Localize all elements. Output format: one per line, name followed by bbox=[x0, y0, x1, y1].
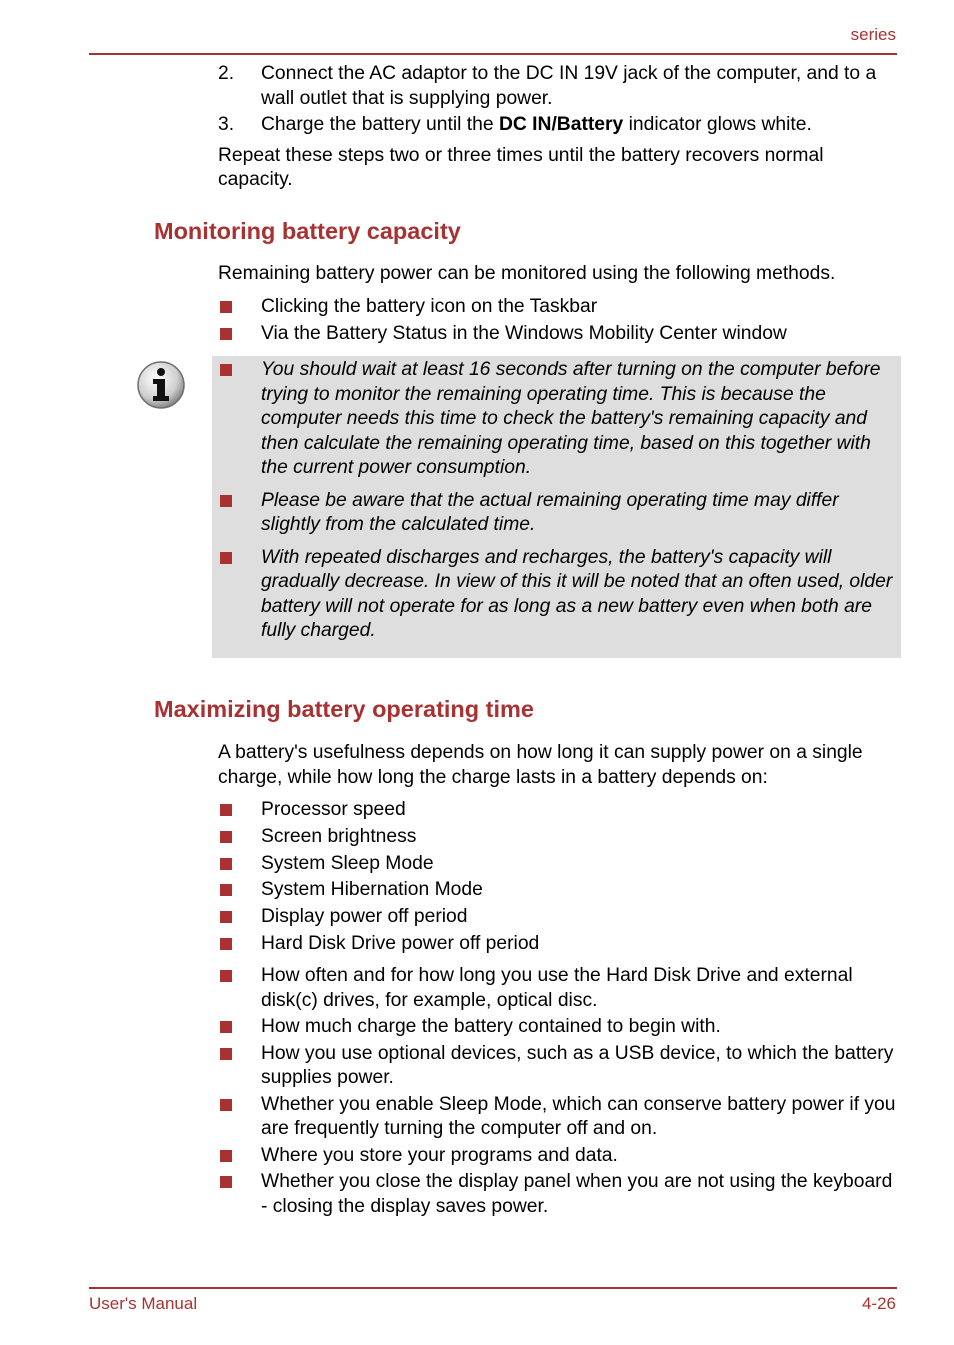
header-rule bbox=[89, 53, 897, 55]
repeat-paragraph: Repeat these steps two or three times until the battery recovers normal capacity. bbox=[218, 144, 824, 190]
step-3 bbox=[218, 113, 900, 138]
list-item: Via the Battery Status in the Windows Mobility Center window bbox=[218, 322, 900, 347]
note-list bbox=[218, 358, 898, 652]
list-item: Hard Disk Drive power off period bbox=[218, 932, 900, 957]
note-item: You should wait at least 16 seconds after turning on the computer before trying to monitor the remaining operating time. This is because the computer needs this time to check the battery's remaining capacity and then calculate the remaining operating time, based on this together with the current power consumption. bbox=[218, 358, 898, 481]
maximizing-section bbox=[218, 741, 900, 1221]
intro-section bbox=[218, 62, 900, 193]
step-text: Connect the AC adaptor to the DC IN 19V jack of the computer, and to a wall outlet that is supplying power. bbox=[261, 63, 877, 109]
maximizing-heading: Maximizing battery operating time bbox=[154, 696, 534, 722]
list-item: How you use optional devices, such as a USB device, to which the battery supplies power. bbox=[218, 1042, 900, 1091]
info-icon bbox=[136, 360, 186, 410]
list-item: System Sleep Mode bbox=[218, 852, 900, 877]
list-item: Whether you enable Sleep Mode, which can conserve battery power if you are frequently turning the computer off and on. bbox=[218, 1093, 900, 1142]
step-number: 2. bbox=[218, 63, 235, 84]
maximizing-intro: A battery's usefulness depends on how long it can supply power on a single charge, while how long the charge lasts in a battery depends on: bbox=[218, 742, 863, 788]
list-item: How much charge the battery contained to begin with. bbox=[218, 1015, 900, 1040]
step-text-post: indicator glows white. bbox=[623, 114, 812, 135]
list-item: Display power off period bbox=[218, 905, 900, 930]
list-item: Processor speed bbox=[218, 798, 900, 823]
usage-list bbox=[218, 964, 900, 1219]
list-item: System Hibernation Mode bbox=[218, 878, 900, 903]
list-item: Screen brightness bbox=[218, 825, 900, 850]
step-number: 3. bbox=[218, 114, 235, 135]
step-text-pre: Charge the battery until the bbox=[261, 114, 499, 135]
dc-in-battery-label: DC IN/Battery bbox=[498, 114, 624, 135]
running-header-series: series bbox=[850, 25, 896, 44]
note-item: With repeated discharges and recharges, the battery's capacity will gradually decrease. In view of this it will be noted that an often used, older battery will not operate for as long as a new battery even when both are fully charged. bbox=[218, 546, 898, 644]
list-item: Where you store your programs and data. bbox=[218, 1144, 900, 1169]
list-item: Whether you close the display panel when you are not using the keyboard - closing the display saves power. bbox=[218, 1170, 900, 1219]
monitoring-heading: Monitoring battery capacity bbox=[154, 218, 461, 244]
factor-list bbox=[218, 798, 900, 956]
footer-manual-title: User's Manual bbox=[89, 1294, 198, 1313]
footer-rule bbox=[89, 1287, 897, 1289]
note-item: Please be aware that the actual remaining operating time may differ slightly from the calculated time. bbox=[218, 489, 898, 538]
monitoring-intro: Remaining battery power can be monitored using the following methods. bbox=[218, 263, 836, 284]
monitoring-section bbox=[218, 262, 900, 349]
list-item: How often and for how long you use the Hard Disk Drive and external disk(c) drives, for example, optical disc. bbox=[218, 964, 900, 1013]
step-2 bbox=[218, 62, 900, 111]
page-number: 4-26 bbox=[861, 1294, 896, 1313]
list-item: Clicking the battery icon on the Taskbar bbox=[218, 295, 900, 320]
